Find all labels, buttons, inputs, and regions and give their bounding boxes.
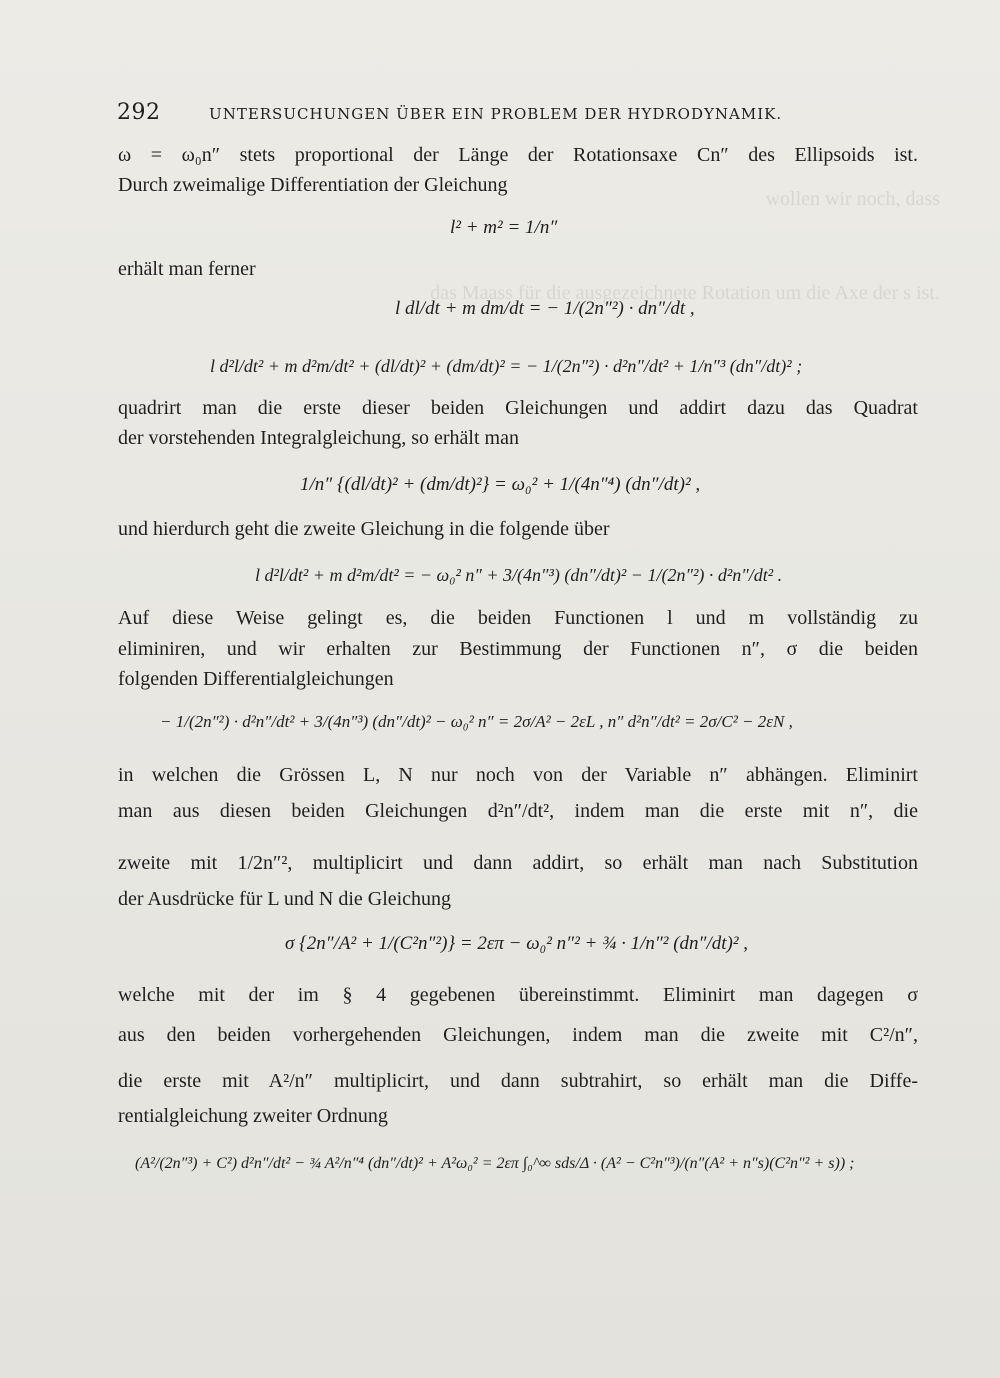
- text-line-1: ω = ω₀n″ stets proportional der Länge der Rotationsaxe Cn″ des Ellipsoids ist.: [118, 144, 918, 166]
- equation-7: σ {2n″/A² + 1/(C²n″²)} = 2επ − ω₀² n″² + ¾ · 1/n″² (dn″/dt)² ,: [285, 933, 749, 954]
- text-line-15: aus den beiden vorhergehenden Gleichungen, indem man die zweite mit C²/n″,: [118, 1024, 918, 1046]
- text-line-11: man aus diesen beiden Gleichungen d²n″/dt², indem man die erste mit n″, die: [118, 800, 918, 822]
- text-line-12: zweite mit 1/2n″², multiplicirt und dann addirt, so erhält man nach Substitution: [118, 852, 918, 874]
- text-line-9: folgenden Differentialgleichungen: [118, 668, 394, 690]
- equation-6: − 1/(2n″²) · d²n″/dt² + 3/(4n″³) (dn″/dt)² − ω₀² n″ = 2σ/A² − 2εL , n″ d²n″/dt² = 2σ/C² − 2εN ,: [160, 712, 793, 731]
- page-header: [117, 100, 817, 125]
- text-line-13: der Ausdrücke für L und N die Gleichung: [118, 888, 452, 910]
- page-number: 292: [117, 100, 161, 125]
- show-through-text-1: wollen wir noch, dass: [765, 188, 940, 210]
- equation-4: 1/n″ {(dl/dt)² + (dm/dt)²} = ω₀² + 1/(4n″⁴) (dn″/dt)² ,: [300, 474, 701, 495]
- equation-2: l dl/dt + m dm/dt = − 1/(2n″²) · dn″/dt ,: [395, 298, 695, 319]
- text-line-7: Auf diese Weise gelingt es, die beiden Functionen l und m vollständig zu: [118, 607, 918, 629]
- text-line-6: und hierdurch geht die zweite Gleichung in die folgende über: [118, 518, 610, 540]
- text-line-4: quadrirt man die erste dieser beiden Gleichungen und addirt dazu das Quadrat: [118, 397, 918, 419]
- text-line-3: erhält man ferner: [118, 258, 256, 280]
- text-line-17: rentialgleichung zweiter Ordnung: [118, 1105, 388, 1127]
- text-line-5: der vorstehenden Integralgleichung, so erhält man: [118, 427, 519, 449]
- equation-1: l² + m² = 1/n″: [450, 217, 558, 238]
- show-through-text-2: das Maass für die ausgezeichnete Rotation um die Axe der s ist.: [430, 282, 940, 304]
- text-line-16: die erste mit A²/n″ multiplicirt, und dann subtrahirt, so erhält man die Diffe-: [118, 1070, 918, 1092]
- text-line-14: welche mit der im § 4 gegebenen übereinstimmt. Eliminirt man dagegen σ: [118, 984, 918, 1006]
- running-title: UNTERSUCHUNGEN ÜBER EIN PROBLEM DER HYDRODYNAMIK.: [209, 105, 783, 123]
- equation-8: (A²/(2n″³) + C²) d²n″/dt² − ¾ A²/n″⁴ (dn″/dt)² + A²ω₀² = 2επ ∫₀^∞ sds/Δ · (A² − C²n″³)/(n″(A² + n″s)(C²n″² + s)) ;: [135, 1155, 855, 1172]
- equation-3: l d²l/dt² + m d²m/dt² + (dl/dt)² + (dm/dt)² = − 1/(2n″²) · d²n″/dt² + 1/n″³ (dn″/dt)² ;: [210, 356, 803, 376]
- text-line-10: in welchen die Grössen L, N nur noch von der Variable n″ abhängen. Eliminirt: [118, 764, 918, 786]
- text-line-2: Durch zweimalige Differentiation der Gleichung: [118, 174, 508, 196]
- text-line-8: eliminiren, und wir erhalten zur Bestimmung der Functionen n″, σ die beiden: [118, 638, 918, 660]
- equation-5: l d²l/dt² + m d²m/dt² = − ω₀² n″ + 3/(4n″³) (dn″/dt)² − 1/(2n″²) · d²n″/dt² .: [255, 565, 783, 585]
